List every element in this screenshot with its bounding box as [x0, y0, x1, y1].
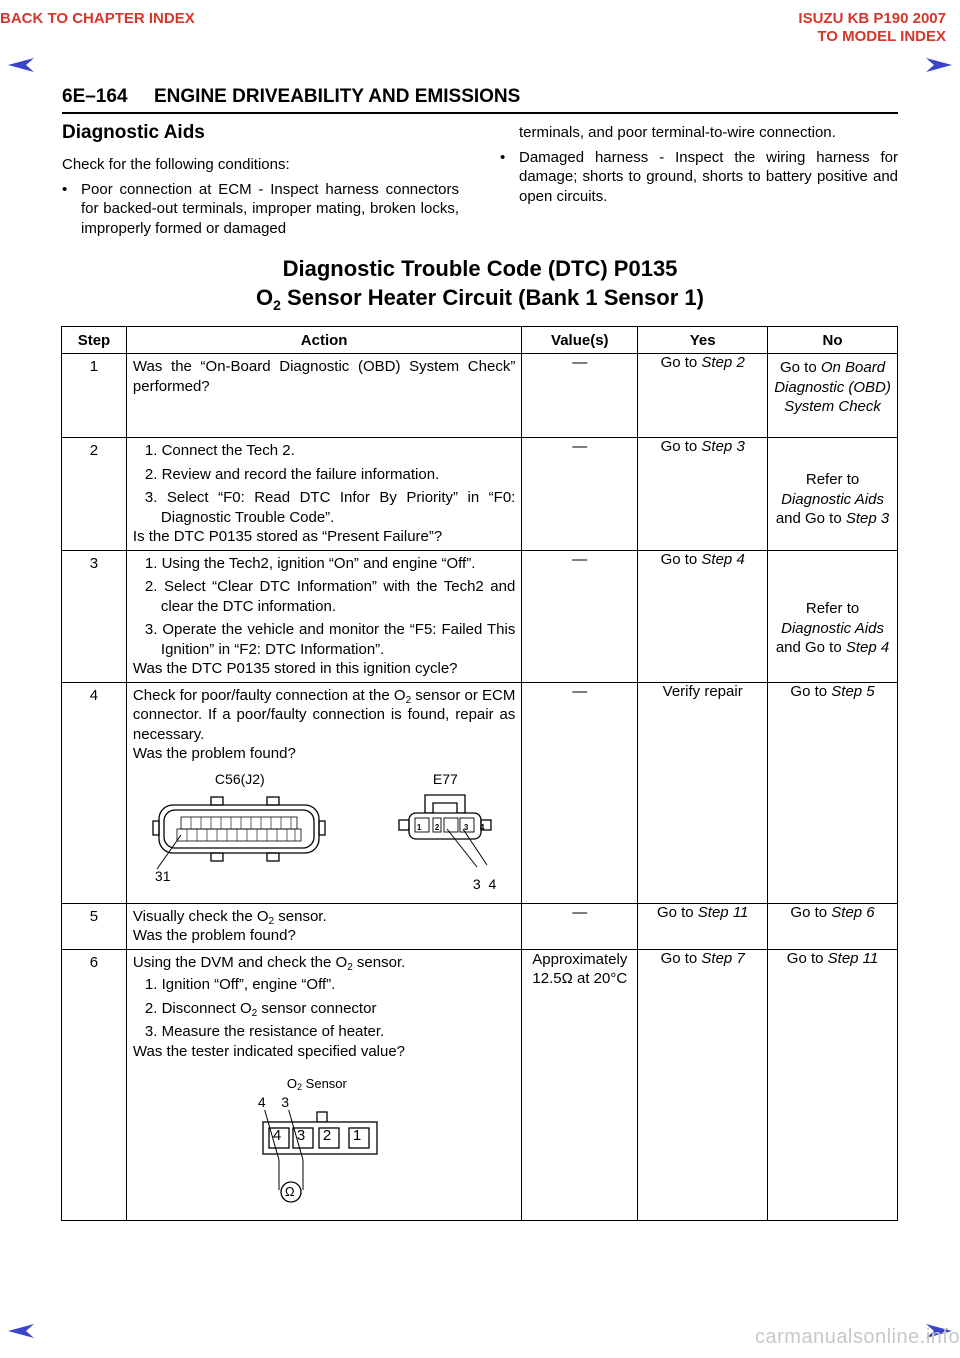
- table-row: [62, 903, 898, 949]
- diagnostic-aids-link[interactable]: Diagnostic Aids: [781, 619, 884, 637]
- step-link[interactable]: Step 7: [701, 949, 745, 967]
- step-link[interactable]: Step 2: [701, 354, 745, 371]
- step-link[interactable]: Step 5: [831, 682, 875, 700]
- action-cell: Check for poor/faulty connection at the $O_2$ sensor or ECM connector. If a poor/faulty connection is found, repair as necessary. Was the problem found? C56(J2) E77 31 3 4 1 2 3 4: [126, 682, 521, 903]
- step-link[interactable]: Step 4: [845, 639, 890, 657]
- step-number: 1: [62, 354, 127, 438]
- no-cell: Go to On Board Diagnostic (OBD) System Check: [768, 354, 898, 438]
- o2-sensor-connector-icon: [257, 1110, 387, 1210]
- c56-label: C56(J2): [214, 770, 265, 787]
- step-number: 2: [62, 438, 127, 551]
- yes-cell: Go to Step 2: [638, 354, 768, 438]
- value-cell: —: [522, 550, 638, 682]
- step-number: 4: [62, 682, 127, 903]
- step-number: 3: [62, 550, 127, 682]
- e77-pin-4: 4: [479, 822, 485, 832]
- step-link[interactable]: Step 4: [701, 550, 745, 568]
- obd-check-link[interactable]: On Board Diagnostic (OBD) System Check: [774, 359, 891, 415]
- o2-pin-1: 1: [352, 1126, 362, 1144]
- aids-bullet-2-text: Damaged harness - Inspect the wiring harness for damage; shorts to ground, shorts to battery positive and open circuits.: [519, 148, 898, 205]
- o2-pins-top-label: 4 3: [257, 1093, 290, 1110]
- page-number: 6E–164: [62, 86, 128, 107]
- model-index-link[interactable]: [798, 10, 946, 46]
- no-cell: Refer to Diagnostic Aids and Go to Step 3: [768, 438, 898, 551]
- aids-intro: Check for the following conditions:: [62, 156, 290, 173]
- no-cell: Refer to Diagnostic Aids and Go to Step 4: [768, 550, 898, 682]
- table-row: [62, 438, 898, 551]
- previous-page-arrow-icon-bottom[interactable]: [8, 1324, 34, 1338]
- o2-pin-4: 4: [272, 1126, 282, 1144]
- c56-connector-icon: [153, 797, 325, 869]
- aids-right-column: [500, 123, 898, 206]
- step-link[interactable]: Step 3: [845, 510, 890, 527]
- header-rule: [62, 112, 898, 114]
- yes-cell: Go to Step 11: [638, 903, 768, 949]
- dtc-title-line1: Diagnostic Trouble Code (DTC) P0135: [282, 256, 678, 281]
- aids-bullet-1-text: Poor connection at ECM - Inspect harness connectors for backed-out terminals, improper mating, broken locks, improperly formed or damaged: [81, 180, 459, 237]
- o2-pin-2: 2: [322, 1126, 332, 1144]
- pin-31-label: 31: [154, 867, 171, 884]
- col-header-step: Step: [62, 327, 127, 354]
- ohm-meter-icon: Ω: [284, 1183, 295, 1199]
- yes-cell: Go to Step 3: [638, 438, 768, 551]
- table-row: [62, 354, 898, 438]
- value-cell: —: [522, 682, 638, 903]
- table-row: [62, 949, 898, 1220]
- connector-diagram: [147, 791, 517, 875]
- yes-cell: Go to Step 7: [638, 949, 768, 1220]
- action-cell: 1. Connect the Tech 2. 2. Review and record the failure information. 3. Select “F0: Read DTC Infor By Priority” in “F0: Diagnostic Trouble Code”. Is the DTC P0135 stored as “Present Failure”?: [126, 438, 521, 551]
- table-row: [62, 550, 898, 682]
- no-cell: Go to Step 11: [768, 949, 898, 1220]
- action-cell: Using the DVM and check the $O_2$ sensor. 1. Ignition “Off”, engine “Off”. 2. Disconnect $O_2$ sensor connector 3. Measure the resistance of heater. Was the tester indicated specified value? $O_2$ Sensor 4 3 4 3 2 1 Ω: [126, 949, 521, 1220]
- next-page-arrow-icon[interactable]: [926, 58, 952, 72]
- col-header-action: Action: [126, 327, 521, 354]
- col-header-values: Value(s): [522, 327, 638, 354]
- e77-label: E77: [432, 770, 458, 787]
- step-number: 5: [62, 903, 127, 949]
- step-link[interactable]: Step 11: [827, 949, 879, 967]
- diagnostic-aids-heading: Diagnostic Aids: [62, 122, 205, 143]
- step-link[interactable]: Step 6: [831, 903, 875, 921]
- aids-bullet-2: • Damaged harness - Inspect the wiring harness for damage; shorts to ground, shorts to battery positive and open circuits.: [500, 148, 898, 205]
- e77-pin-1: 1: [416, 822, 422, 832]
- to-model-index-label: TO MODEL INDEX: [817, 28, 946, 45]
- action-cell: Was the “On-Board Diagnostic (OBD) System Check” performed?: [126, 354, 521, 438]
- dtc-procedure-table: [61, 326, 898, 1221]
- page-header: [62, 86, 520, 108]
- col-header-no: No: [768, 327, 898, 354]
- e77-connector-icon: [399, 795, 491, 867]
- table-row: [62, 682, 898, 903]
- e77-pin-2: 2: [434, 822, 440, 832]
- dtc-title-line2: $O_2$ Sensor Heater Circuit (Bank 1 Sensor 1): [256, 285, 704, 313]
- section-title: ENGINE DRIVEABILITY AND EMISSIONS: [154, 86, 521, 107]
- diagnostic-aids-link[interactable]: Diagnostic Aids: [781, 490, 884, 508]
- aids-bullet-1-continued: terminals, and poor terminal-to-wire connection.: [519, 124, 836, 141]
- value-cell: Approximately 12.5Ω at 20°C: [522, 949, 638, 1220]
- value-cell: —: [522, 903, 638, 949]
- yes-cell: Go to Step 4: [638, 550, 768, 682]
- no-cell: Go to Step 6: [768, 903, 898, 949]
- e77-pin-3: 3: [463, 822, 469, 832]
- table-header-row: [62, 327, 898, 354]
- action-cell: 1. Using the Tech2, ignition “On” and engine “Off”. 2. Select “Clear DTC Information” with the Tech2 and clear the DTC information. 3. Operate the vehicle and monitor the “F5: Failed This Ignition” in “F2: DTC Information”. Was the DTC P0135 stored in this ignition cycle?: [126, 550, 521, 682]
- value-cell: —: [522, 438, 638, 551]
- previous-page-arrow-icon[interactable]: [8, 58, 34, 72]
- aids-left-column: [62, 155, 459, 238]
- pins-3-4-label: 3 4: [472, 875, 497, 892]
- model-title: ISUZU KB P190 2007: [798, 10, 946, 27]
- step-number: 6: [62, 949, 127, 1220]
- step-link[interactable]: Step 11: [697, 903, 749, 921]
- col-header-yes: Yes: [638, 327, 768, 354]
- aids-bullet-1: • Poor connection at ECM - Inspect harness connectors for backed-out terminals, improper mating, broken locks, improperly formed or damaged: [62, 180, 459, 237]
- action-cell: Visually check the $O_2$ sensor. Was the problem found?: [126, 903, 521, 949]
- no-cell: Go to Step 5: [768, 682, 898, 903]
- yes-cell: Verify repair: [638, 682, 768, 903]
- o2-sensor-label: $O_2$ Sensor: [286, 1075, 347, 1092]
- watermark: carmanualsonline.info: [755, 1326, 960, 1348]
- step-link[interactable]: Step 3: [701, 438, 745, 455]
- o2-pin-3: 3: [296, 1126, 306, 1144]
- back-to-chapter-index-link[interactable]: BACK TO CHAPTER INDEX: [0, 10, 195, 27]
- value-cell: —: [522, 354, 638, 438]
